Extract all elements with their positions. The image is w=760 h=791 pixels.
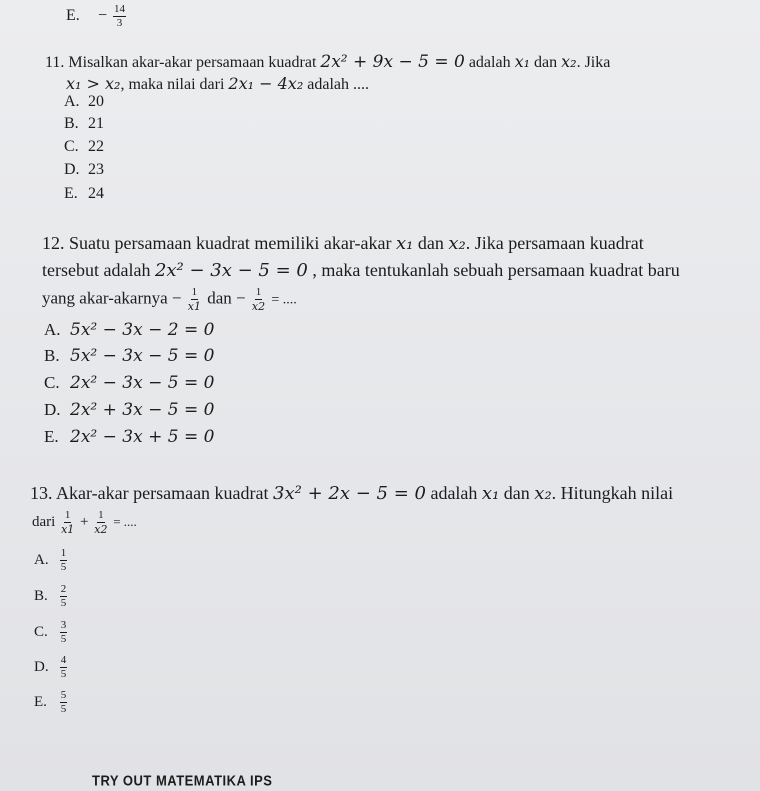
q12-equation: 2x² − 3x − 5 = 0 bbox=[154, 260, 308, 281]
q12-line1 bbox=[42, 233, 644, 254]
fraction-denominator: 3 bbox=[116, 17, 123, 29]
option-label: E. bbox=[44, 427, 59, 446]
q11-line1 bbox=[45, 52, 610, 72]
q13-option-a bbox=[34, 548, 69, 573]
q12-line2 bbox=[42, 260, 680, 281]
option-label: D. bbox=[64, 161, 80, 178]
option-label: E. bbox=[34, 693, 47, 710]
option-label: A. bbox=[64, 93, 80, 110]
fraction-numerator: 1 bbox=[98, 509, 104, 521]
option-fraction bbox=[60, 620, 68, 645]
fraction-denominator: 5 bbox=[60, 668, 67, 680]
q13-option-b bbox=[34, 584, 69, 609]
fraction-denominator: x2 bbox=[251, 300, 266, 313]
q13-x2: x₂ bbox=[534, 483, 552, 504]
q13-text: Akar-akar persamaan kuadrat bbox=[56, 483, 269, 503]
q12-text: Suatu persamaan kuadrat memiliki akar-akar bbox=[69, 233, 392, 253]
option-sign: − bbox=[98, 7, 108, 25]
question-number: 11. bbox=[45, 54, 65, 71]
q12-option-d bbox=[44, 400, 214, 420]
q13-text: . Hitungkah nilai bbox=[551, 483, 674, 503]
option-fraction bbox=[60, 548, 68, 573]
q11-option-d bbox=[64, 161, 104, 179]
fraction-denominator: x1 bbox=[187, 300, 201, 313]
fraction-numerator: 2 bbox=[60, 583, 67, 595]
option-label: D. bbox=[34, 658, 49, 675]
option-fraction bbox=[60, 584, 68, 609]
option-value: 2x² − 3x − 5 = 0 bbox=[70, 373, 215, 393]
q13-option-e bbox=[34, 690, 69, 715]
q13-line2 bbox=[32, 510, 137, 535]
fraction-denominator: 5 bbox=[60, 597, 67, 609]
q12-text: yang akar-akarnya bbox=[42, 288, 168, 308]
q12-x1: x₁ bbox=[396, 233, 414, 254]
q13-text: dari bbox=[32, 513, 56, 530]
q11-line2 bbox=[66, 74, 369, 94]
option-value: 22 bbox=[88, 138, 104, 155]
option-value: 2x² − 3x + 5 = 0 bbox=[70, 427, 215, 447]
q12-text: tersebut adalah bbox=[42, 260, 151, 280]
q11-option-c bbox=[64, 138, 104, 156]
fraction-denominator: 5 bbox=[60, 561, 67, 573]
q12-text: dan bbox=[207, 288, 232, 308]
q12-root2-sign: − bbox=[236, 288, 246, 308]
q12-option-e bbox=[44, 427, 214, 447]
option-value: 23 bbox=[88, 161, 104, 178]
q11-text: . Jika bbox=[576, 54, 611, 71]
q11-equation: 2x² + 9x − 5 = 0 bbox=[320, 52, 465, 72]
q13-plus: + bbox=[80, 513, 89, 530]
q11-text: , maka nilai dari bbox=[120, 76, 225, 93]
q13-term1-fraction bbox=[61, 510, 74, 535]
option-value: 20 bbox=[88, 93, 104, 110]
option-label: E. bbox=[66, 7, 80, 25]
option-label: C. bbox=[64, 138, 79, 155]
q13-line1 bbox=[30, 483, 673, 504]
q13-option-c bbox=[34, 620, 69, 645]
q13-x1: x₁ bbox=[481, 483, 500, 504]
option-fraction bbox=[60, 690, 68, 715]
option-fraction bbox=[113, 4, 126, 29]
fraction-numerator: 1 bbox=[191, 286, 198, 298]
q13-option-d bbox=[34, 655, 69, 680]
q12-x2: x₂ bbox=[448, 233, 466, 254]
option-label: A. bbox=[44, 320, 61, 339]
q11-option-a bbox=[64, 93, 104, 111]
q11-text: dan bbox=[534, 54, 558, 71]
fraction-denominator: 5 bbox=[60, 703, 67, 715]
fraction-denominator: x2 bbox=[94, 523, 108, 536]
option-label: C. bbox=[44, 373, 60, 392]
option-label: B. bbox=[44, 346, 60, 365]
q12-line3 bbox=[42, 287, 297, 312]
q11-option-e bbox=[64, 185, 104, 203]
q11-text: Misalkan akar-akar persamaan kuadrat bbox=[68, 54, 317, 71]
option-label: C. bbox=[34, 623, 48, 640]
q11-x1: x₁ bbox=[514, 52, 531, 71]
question-number: 13. bbox=[30, 483, 53, 503]
q12-option-c bbox=[44, 373, 214, 393]
fraction-numerator: 1 bbox=[64, 509, 71, 521]
q13-term2-fraction bbox=[94, 510, 107, 535]
q12-text: = .... bbox=[271, 292, 297, 308]
q12-root2-fraction bbox=[252, 287, 265, 312]
option-label: E. bbox=[64, 185, 78, 202]
question-number: 12. bbox=[42, 233, 65, 253]
fraction-denominator: 5 bbox=[60, 633, 67, 645]
fraction-numerator: 1 bbox=[255, 286, 262, 298]
q11-text: adalah bbox=[468, 54, 511, 71]
q13-text: dan bbox=[503, 483, 530, 503]
q13-equation: 3x² + 2x − 5 = 0 bbox=[273, 483, 426, 504]
option-label: D. bbox=[44, 400, 61, 419]
q13-text: adalah bbox=[430, 483, 478, 503]
q11-condition: x₁ > x₂ bbox=[66, 74, 121, 93]
option-label: A. bbox=[34, 551, 49, 568]
q11-x2: x₂ bbox=[561, 52, 577, 71]
prev-option-e bbox=[66, 4, 128, 29]
q11-option-b bbox=[64, 115, 104, 133]
q11-text: adalah .... bbox=[307, 76, 369, 93]
q12-text: dan bbox=[417, 233, 444, 253]
fraction-numerator: 4 bbox=[60, 654, 67, 666]
option-label: B. bbox=[64, 115, 79, 132]
q12-root1-sign: − bbox=[171, 288, 182, 308]
q12-root1-fraction bbox=[188, 287, 201, 312]
option-value: 5x² − 3x − 2 = 0 bbox=[70, 320, 215, 340]
option-fraction bbox=[60, 655, 68, 680]
q11-expression: 2x₁ − 4x₂ bbox=[228, 74, 304, 93]
fraction-numerator: 3 bbox=[60, 619, 67, 631]
option-value: 21 bbox=[88, 115, 104, 132]
q12-option-a bbox=[44, 320, 214, 340]
option-value: 24 bbox=[88, 185, 104, 202]
footer-title: TRY OUT MATEMATIKA IPS bbox=[92, 771, 273, 790]
option-label: B. bbox=[34, 587, 48, 604]
q12-text: . Jika persamaan kuadrat bbox=[465, 233, 644, 253]
q13-text: = .... bbox=[113, 513, 137, 529]
option-value: 5x² − 3x − 5 = 0 bbox=[70, 346, 215, 366]
q12-text: , maka tentukanlah sebuah persamaan kuadrat baru bbox=[312, 260, 680, 280]
q12-option-b bbox=[44, 346, 214, 366]
fraction-numerator: 14 bbox=[114, 3, 126, 15]
option-value: 2x² + 3x − 5 = 0 bbox=[70, 400, 215, 420]
fraction-numerator: 5 bbox=[60, 689, 67, 701]
fraction-denominator: x1 bbox=[61, 523, 75, 536]
fraction-numerator: 1 bbox=[60, 547, 67, 559]
